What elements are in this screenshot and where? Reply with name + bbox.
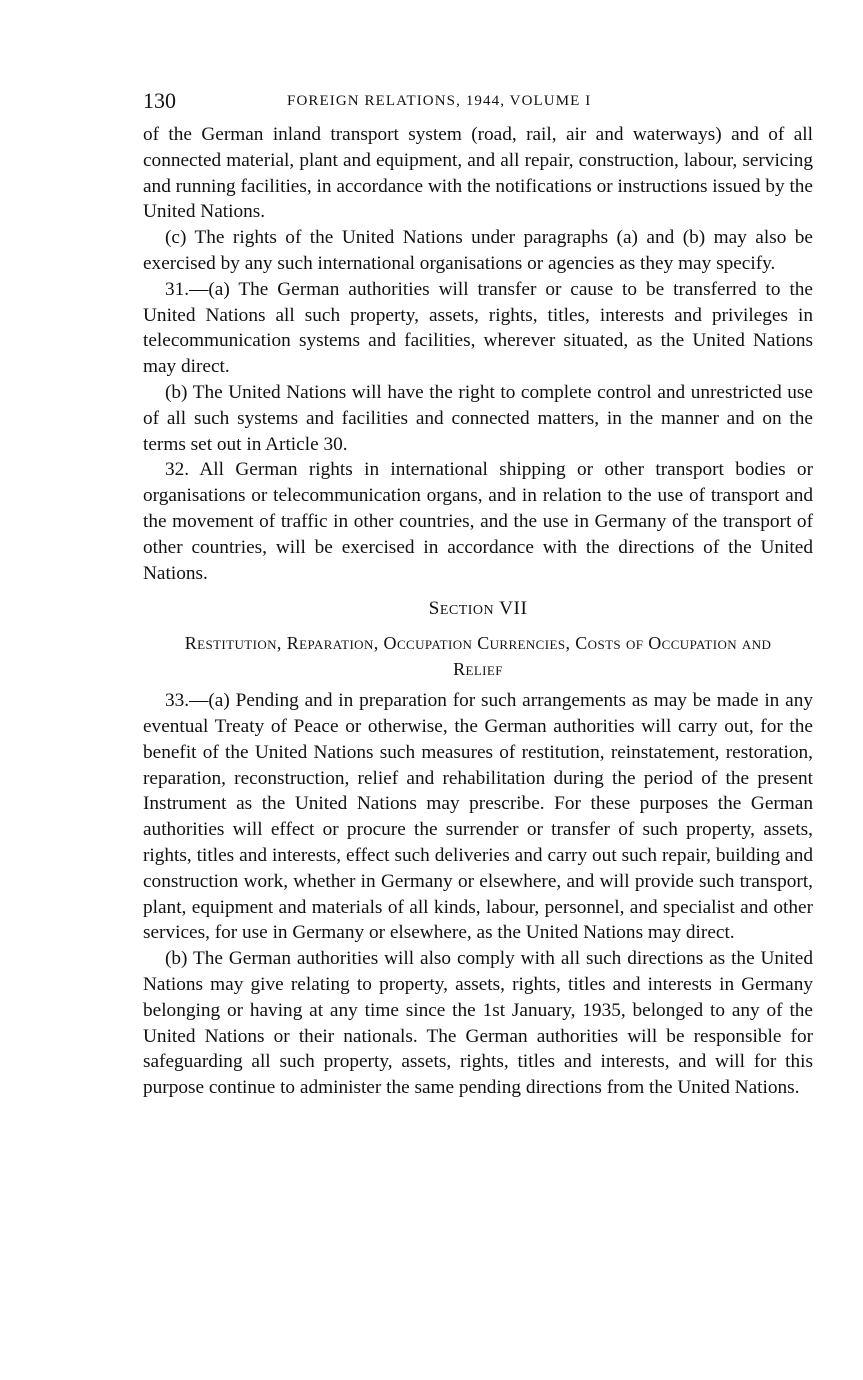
paragraph-31b: (b) The United Nations will have the right to complete control and unrestricted use of all such systems and facilities and connected matters, in the manner and on the terms set out in Article 30. [143,381,813,455]
section-heading: Section VII [428,598,528,620]
paragraph-33a: 33.—(a) Pending and in preparation for such arrangements as may be made in any eventual Treaty of Peace or otherwise, the German authorities will carry out, for the benefit of the United Nations such measures of restitution, reinstatement, restoration, reparation, reconstruction, relief and rehabilitation during the period of the present Instrument as the United Nations may prescribe. For these purposes the German authorities will effect or procure the surrender or transfer of such property, assets, rights, titles and interests, effect such deliveries and carry out such repair, building and construction work, whether in Germany or elsewhere, and will provide such transport, plant, equipment and materials of all kinds, labour, personnel, and specialist and other services, for use in Germany or elsewhere, as the United Nations may direct. [143,690,813,944]
paragraph-33b: (b) The German authorities will also comply with all such directions as the United Nations may give relating to property, assets, rights, titles and interests in Germany belonging or having at any time since the 1st January, 1935, belonged to any of the United Nations or their nationals. The German authorities will be responsible for safeguarding all such property, assets, rights, titles and interests, and will for this purpose continue to administer the same pending directions from the United Nations. [143,948,813,1099]
paragraph-31a: 31.—(a) The German authorities will transfer or cause to be transferred to the United Nations all such property, assets, rights, titles, interests and privileges in telecommunication systems and facilities, wherever situated, as the United Nations may direct. [143,278,813,378]
document-page [143,88,813,1101]
section-subheading: Restitution, Reparation, Occupation Currencies, Costs of Occupation and Relief [184,633,772,680]
running-title: FOREIGN RELATIONS, 1944, VOLUME I [287,93,592,109]
paragraph-32: 32. All German rights in international shipping or other transport bodies or organisations or telecommunication organs, and in relation to the use of transport and the movement of traffic in other countries, and the use in Germany of the transport of other countries, will be exercised in accordance with the directions of the United Nations. [143,459,813,584]
running-header [143,88,813,118]
paragraph-30c: (c) The rights of the United Nations under paragraphs (a) and (b) may also be exercised by any such international organisations or agencies as they may specify. [143,227,813,274]
paragraph-continuation: of the German inland transport system (road, rail, air and waterways) and of all connected material, plant and equipment, and all repair, construction, labour, servicing and running facilities, in accordance with the notifications or instructions issued by the United Nations. [143,124,813,223]
page-number: 130 [143,88,176,113]
